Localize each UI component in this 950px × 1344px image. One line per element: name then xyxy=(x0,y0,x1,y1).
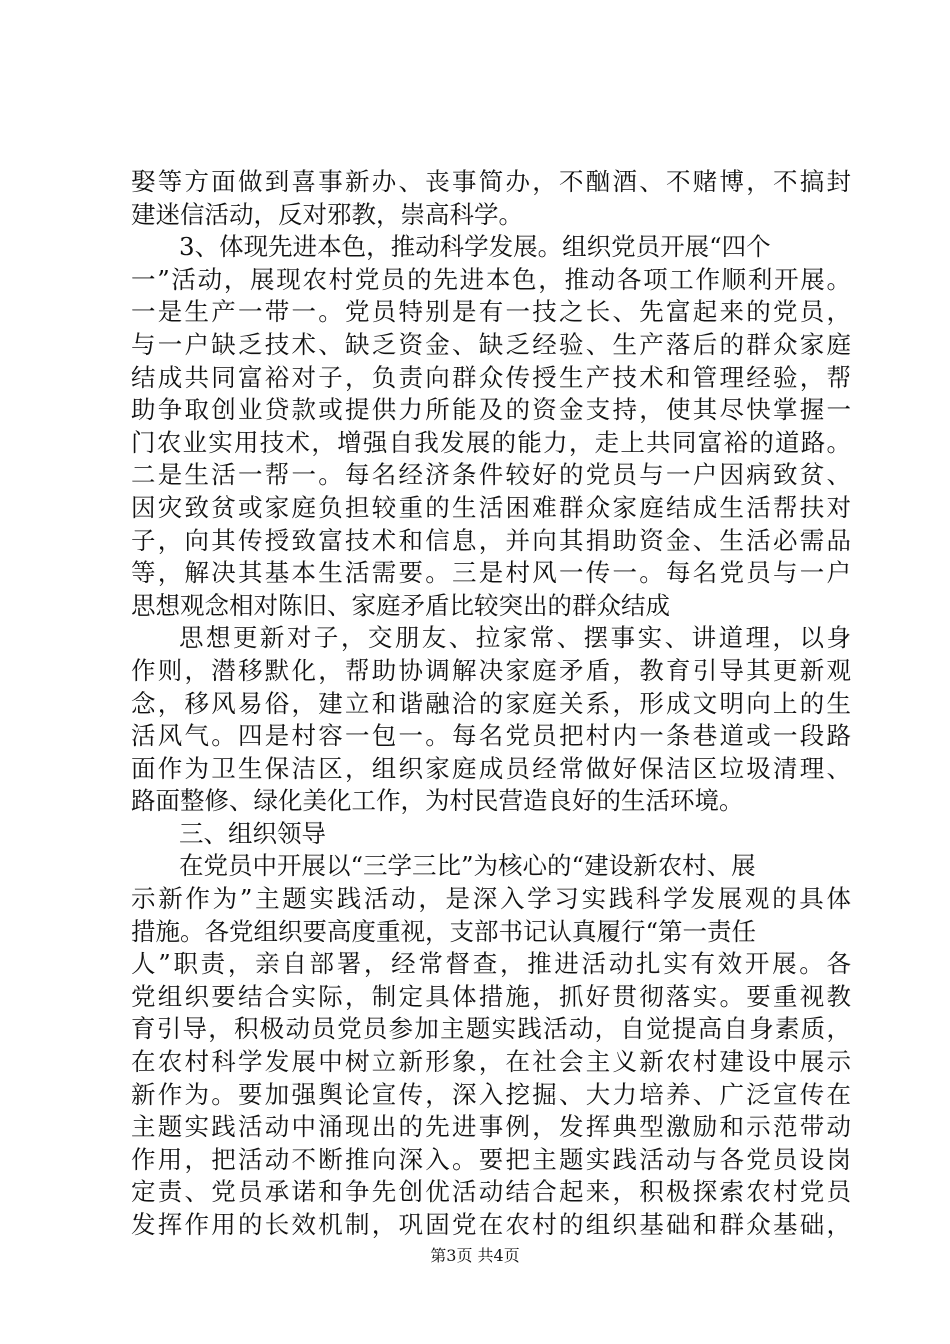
text-line: 措施。各党组织要高度重视，支部书记认真履行“第一责任 xyxy=(131,916,757,946)
text-line: 三、组织领导 xyxy=(179,818,326,848)
text-line: 3、体现先进本色，推动科学发展。组织党员开展“四个 xyxy=(179,232,771,262)
text-line: 一”活动，展现农村党员的先进本色，推动各项工作顺利开展。 xyxy=(131,264,853,294)
text-line: 等，解决其基本生活需要。三是村风一传一。每名党员与一户 xyxy=(131,558,854,588)
text-line: 示新作为”主题实践活动，是深入学习实践科学发展观的具体 xyxy=(131,884,854,914)
text-line: 面作为卫生保洁区，组织家庭成员经常做好保洁区垃圾清理、 xyxy=(131,753,854,783)
text-line: 路面整修、绿化美化工作，为村民营造良好的生活环境。 xyxy=(131,786,744,816)
text-line: 助争取创业贷款或提供力所能及的资金支持，使其尽快掌握一 xyxy=(131,395,854,425)
text-line: 一是生产一带一。党员特别是有一技之长、先富起来的党员， xyxy=(131,297,854,327)
text-line: 在党员中开展以“三学三比”为核心的“建设新农村、展 xyxy=(179,851,756,881)
text-line: 门农业实用技术，增强自我发展的能力，走上共同富裕的道路。 xyxy=(131,427,853,457)
text-line: 主题实践活动中涌现出的先进事例，发挥典型激励和示范带动 xyxy=(131,1112,854,1142)
text-line: 娶等方面做到喜事新办、丧事简办，不酗酒、不赌博，不搞封 xyxy=(131,167,854,196)
text-line: 子，向其传授致富技术和信息，并向其捐助资金、生活必需品 xyxy=(131,525,854,555)
text-line: 作则，潜移默化，帮助协调解决家庭矛盾，教育引导其更新观 xyxy=(131,655,854,685)
text-line: 党组织要结合实际，制定具体措施，抓好贯彻落实。要重视教 xyxy=(131,981,854,1011)
text-line: 育引导，积极动员党员参加主题实践活动，自觉提高自身素质， xyxy=(131,1014,853,1044)
text-line: 结成共同富裕对子，负责向群众传授生产技术和管理经验，帮 xyxy=(131,362,854,392)
text-line: 发挥作用的长效机制，巩固党在农村的组织基础和群众基础， xyxy=(131,1210,854,1239)
text-line: 与一户缺乏技术、缺乏资金、缺乏经验、生产落后的群众家庭 xyxy=(131,329,854,359)
document-body xyxy=(131,166,854,1242)
text-line: 新作为。要加强舆论宣传，深入挖掘、大力培养、广泛宣传在 xyxy=(131,1079,854,1109)
text-line: 活风气。四是村容一包一。每名党员把村内一条巷道或一段路 xyxy=(131,721,854,751)
page-footer: 第3页 共4页 xyxy=(430,1246,520,1265)
text-line: 二是生活一帮一。每名经济条件较好的党员与一户因病致贫、 xyxy=(131,460,854,490)
text-line: 因灾致贫或家庭负担较重的生活困难群众家庭结成生活帮扶对 xyxy=(131,492,854,522)
text-line: 思想更新对子，交朋友、拉家常、摆事实、讲道理，以身 xyxy=(179,623,854,653)
text-line: 在农村科学发展中树立新形象，在社会主义新农村建设中展示 xyxy=(131,1047,854,1077)
text-line: 念，移风易俗，建立和谐融洽的家庭关系，形成文明向上的生 xyxy=(131,688,854,718)
text-line: 定责、党员承诺和争先创优活动结合起来，积极探索农村党员 xyxy=(131,1177,854,1207)
text-line: 思想观念相对陈旧、家庭矛盾比较突出的群众结成 xyxy=(131,590,670,620)
text-line: 建迷信活动，反对邪教，崇高科学。 xyxy=(131,199,523,229)
text-line: 人”职责，亲自部署，经常督查，推进活动扎实有效开展。各 xyxy=(131,949,854,979)
text-line: 作用，把活动不断推向深入。要把主题实践活动与各党员设岗 xyxy=(131,1144,854,1174)
